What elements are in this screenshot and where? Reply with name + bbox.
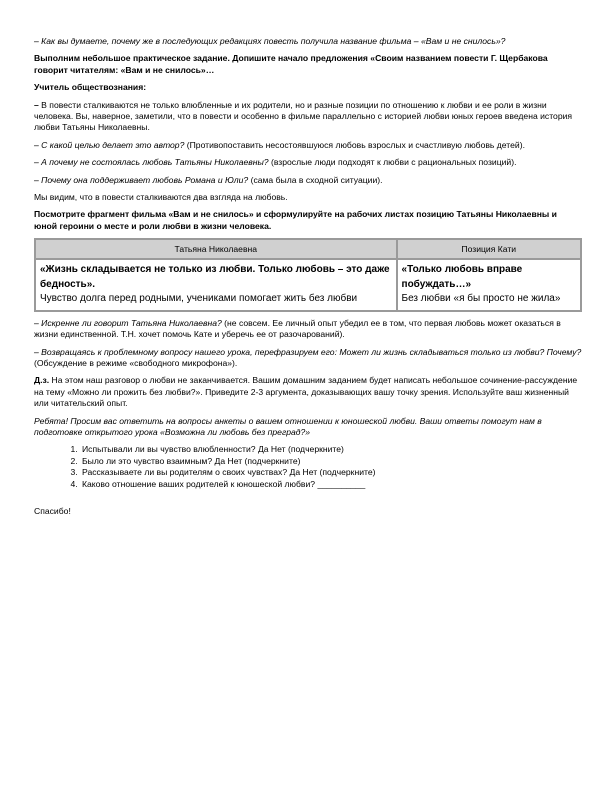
homework-text: На этом наш разговор о любви не заканчивается. Вашим домашним заданием будет написать небольшое сочинение-рассуждение на тему «Можно ли прожить без любви?». Приведите 2-3 аргумента, доказывающих вашу точку зрения. Используйте ваш жизненный или читательский опыт.	[34, 375, 578, 409]
katya-position-cell	[397, 259, 581, 311]
survey-question: 2. Было ли это чувство взаимным? Да Нет (подчеркните)	[80, 456, 582, 467]
positions-table-header-row	[35, 239, 581, 259]
qa-answer: (взрослые люди подходят к любви с рациональных позиций).	[268, 157, 517, 168]
teacher-paragraph	[34, 100, 582, 134]
qa-answer: (Противопоставить несостоявшуюся любовь взрослых и счастливую любовь детей).	[184, 139, 525, 150]
tatiana-duty: Чувство долга перед родными, учениками помогает жить без любви	[40, 293, 358, 305]
katya-quote: «Только любовь вправе побуждать…»	[401, 264, 523, 290]
homework-paragraph	[34, 375, 582, 409]
practical-task: Выполним небольшое практическое задание. Допишите начало предложения «Своим названием повести Г. Щербакова говорит читателям: «Вам и не снилось»…	[34, 53, 548, 75]
positions-table-row	[35, 259, 581, 311]
survey-intro: Ребята! Просим вас ответить на вопросы анкеты о вашем отношении к юношеской любви. Ваши ответы помогут нам в подготовке открытого урока «Возможна ли любовь без преград?»	[34, 415, 542, 438]
qa-item	[34, 157, 582, 168]
discussion-item	[34, 318, 582, 341]
discussion-answer: (Обсуждение в режиме «свободного микрофона»).	[34, 358, 238, 368]
teacher-dash: –	[34, 99, 42, 110]
katya-statement: Без любви «я бы просто не жила»	[401, 293, 561, 305]
qa-question: – С какой целью делает это автор?	[34, 139, 185, 150]
header-tatiana: Татьяна Николаевна	[35, 239, 397, 259]
qa-item	[34, 175, 582, 186]
discussion-question: – Искренне ли говорит Татьяна Николаевна?	[34, 317, 222, 328]
intro-question: – Как вы думаете, почему же в последующих редакциях повесть получила название фильма – «Вам и не снилось»?	[34, 36, 506, 46]
homework-label: Д.з.	[34, 375, 50, 386]
positions-table	[34, 238, 582, 312]
qa-question: – Почему она поддерживает любовь Романа и Юли?	[34, 174, 249, 185]
qa-question: – А почему не состоялась любовь Татьяны Николаевны?	[34, 157, 269, 168]
discussion-question: – Возвращаясь к проблемному вопросу нашего урока, перефразируем его: Может ли жизнь складываться только из любви? Почему?	[34, 346, 582, 357]
watch-task: Посмотрите фрагмент фильма «Вам и не снилось» и сформулируйте на рабочих листах позицию Татьяны Николаевны и юной героини о месте и роли любви в жизни человека.	[34, 209, 557, 231]
two-views-text: Мы видим, что в повести сталкиваются два взгляда на любовь.	[34, 192, 288, 203]
survey-question: 3. Рассказываете ли вы родителям о своих чувствах? Да Нет (подчеркните)	[80, 467, 582, 478]
survey-question: 1. Испытывали ли вы чувство влюбленности? Да Нет (подчеркните)	[80, 444, 582, 455]
tatiana-quote: «Жизнь складывается не только из любви. Только любовь – это даже бедность».	[40, 264, 390, 290]
thanks-text: Спасибо!	[34, 506, 71, 517]
qa-answer: (сама была в сходной ситуации).	[248, 174, 383, 185]
header-katya: Позиция Кати	[397, 239, 581, 259]
tatiana-position-cell	[35, 259, 397, 311]
document-body	[34, 36, 582, 523]
discussion-answer: (не совсем. Ее личный опыт убедил ее в том, что первая любовь может оказаться в жизни единственной. Т.Н. хочет помочь Кате и уберечь ее от разочарований).	[34, 317, 561, 340]
survey-list	[34, 444, 582, 490]
qa-item	[34, 140, 582, 151]
teacher-heading: Учитель обществознания:	[34, 82, 147, 93]
discussion-item	[34, 347, 582, 370]
survey-question: 4. Каково отношение ваших родителей к юношеской любви? __________	[80, 479, 582, 490]
teacher-text: В повести сталкиваются не только влюбленные и их родители, но и разные позиции по отношению к любви и ее роли в жизни человека. Вы, наверное, заметили, что в повести и особенно в фильме параллельно с историей любви юных героев введена история любви Татьяны Николаевны.	[34, 99, 573, 133]
